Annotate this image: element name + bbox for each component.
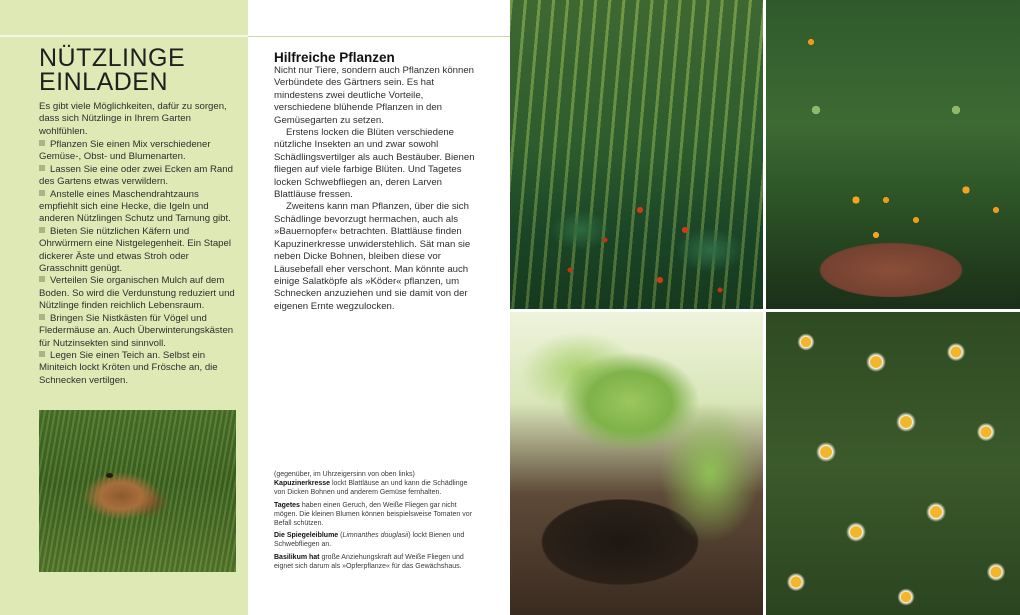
poached-egg-flower-photo — [766, 312, 1020, 615]
tip-item: Lassen Sie eine oder zwei Ecken am Rand des Gartens etwas verwildern. — [39, 163, 233, 188]
caption-item: Die Spiegeleiblume (Limnanthes douglasii) lockt Bienen und Schwebfliegen an. — [274, 532, 465, 549]
square-bullet-icon — [39, 314, 45, 320]
square-bullet-icon — [39, 276, 45, 282]
tip-item: Verteilen Sie organischen Mulch auf dem Boden. So wird die Verdunstung reduziert und Nützlinge finden reichlich Lebensraum. — [39, 275, 235, 312]
basil-photo — [510, 312, 763, 615]
article-body — [274, 65, 479, 313]
photo-captions — [274, 471, 479, 576]
page-title — [39, 46, 185, 94]
article-paragraph: Erstens locken die Blüten verschiedene nützliche Insekten an und zwar sowohl Schädlingsvertilger als auch Bestäuber. Bienen fliegen auf viele farbige Blüten. Und Tagetes locken Schwebfliegen an, deren Larven Blattläuse fressen. — [274, 127, 475, 201]
caption-item: Basilikum hat große Anziehungskraft auf Weiße Fliegen und eignet sich darum als »Opferpflanze« für das Gewächshaus. — [274, 554, 464, 571]
title-line-1: NÜTZLINGE — [39, 44, 186, 72]
title-line-2: EINLADEN — [39, 68, 169, 96]
nasturtium-corn-photo — [510, 0, 763, 309]
caption-item: Kapuzinerkresse lockt Blattläuse an und kann die Schädlinge von Dicken Bohnen und anderem Gemüse fernhalten. — [274, 479, 468, 496]
sidebar-intro: Es gibt viele Möglichkeiten, dafür zu sorgen, dass sich Nützlinge in Ihrem Garten wohlfühlen. — [39, 101, 227, 137]
caption-intro: (gegenüber, im Uhrzeigersinn von oben links) — [274, 471, 415, 478]
article-paragraph: Nicht nur Tiere, sondern auch Pflanzen können Verbündete des Gärtners sein. Es hat mindestens zwei deutliche Vorteile, verschiedene blühende Pflanzen in den Gemüsegarten zu setzen. — [274, 65, 474, 126]
frog-photo — [39, 410, 236, 572]
square-bullet-icon — [39, 190, 45, 196]
top-rule-right — [248, 36, 510, 37]
tip-item: Pflanzen Sie einen Mix verschiedener Gemüse-, Obst- und Blumenarten. — [39, 139, 211, 163]
frog-eye — [106, 473, 113, 478]
square-bullet-icon — [39, 351, 45, 357]
section-heading: Hilfreiche Pflanzen — [274, 50, 395, 65]
tip-item: Bieten Sie nützlichen Käfern und Ohrwürmern eine Nistgelegenheit. Ein Stapel dickerer Äste und etwas Stroh oder Grasschnitt genügt. — [39, 225, 231, 275]
caption-item: Tagetes haben einen Geruch, den Weiße Fliegen gar nicht mögen. Die kleinen Blumen können beispielsweise Tomaten vor Befall schützen. — [274, 501, 472, 527]
marigold-tomato-photo — [766, 0, 1020, 309]
tip-item: Bringen Sie Nistkästen für Vögel und Fledermäuse an. Auch Überwinterungskästen für Nutzinsekten sind sinnvoll. — [39, 312, 234, 349]
tip-item: Anstelle eines Maschendrahtzauns empfiehlt sich eine Hecke, die Igeln und anderen Nützlingen Schutz und Tarnung gibt. — [39, 188, 231, 225]
square-bullet-icon — [39, 140, 45, 146]
article-paragraph: Zweitens kann man Pflanzen, über die sich Schädlinge bevorzugt hermachen, auch als »Bauernopfer« betrachten. Blattläuse finden Kapuzinerkresse unwiderstehlich. Sät man sie neben Dicke Bohnen, bleiben diese vor Läusebefall eher verschont. Man könnte auch einige Salatköpfe als »Köder« pflanzen, um Schnecken anzuziehen und sie damit von der eigenen Ernte wegzulocken. — [274, 201, 471, 312]
tips-list — [39, 139, 239, 387]
top-rule-left — [0, 35, 248, 37]
square-bullet-icon — [39, 227, 45, 233]
square-bullet-icon — [39, 165, 45, 171]
tip-item: Legen Sie einen Teich an. Selbst ein Miniteich lockt Kröten und Frösche an, die Schnecken vertilgen. — [39, 349, 218, 386]
